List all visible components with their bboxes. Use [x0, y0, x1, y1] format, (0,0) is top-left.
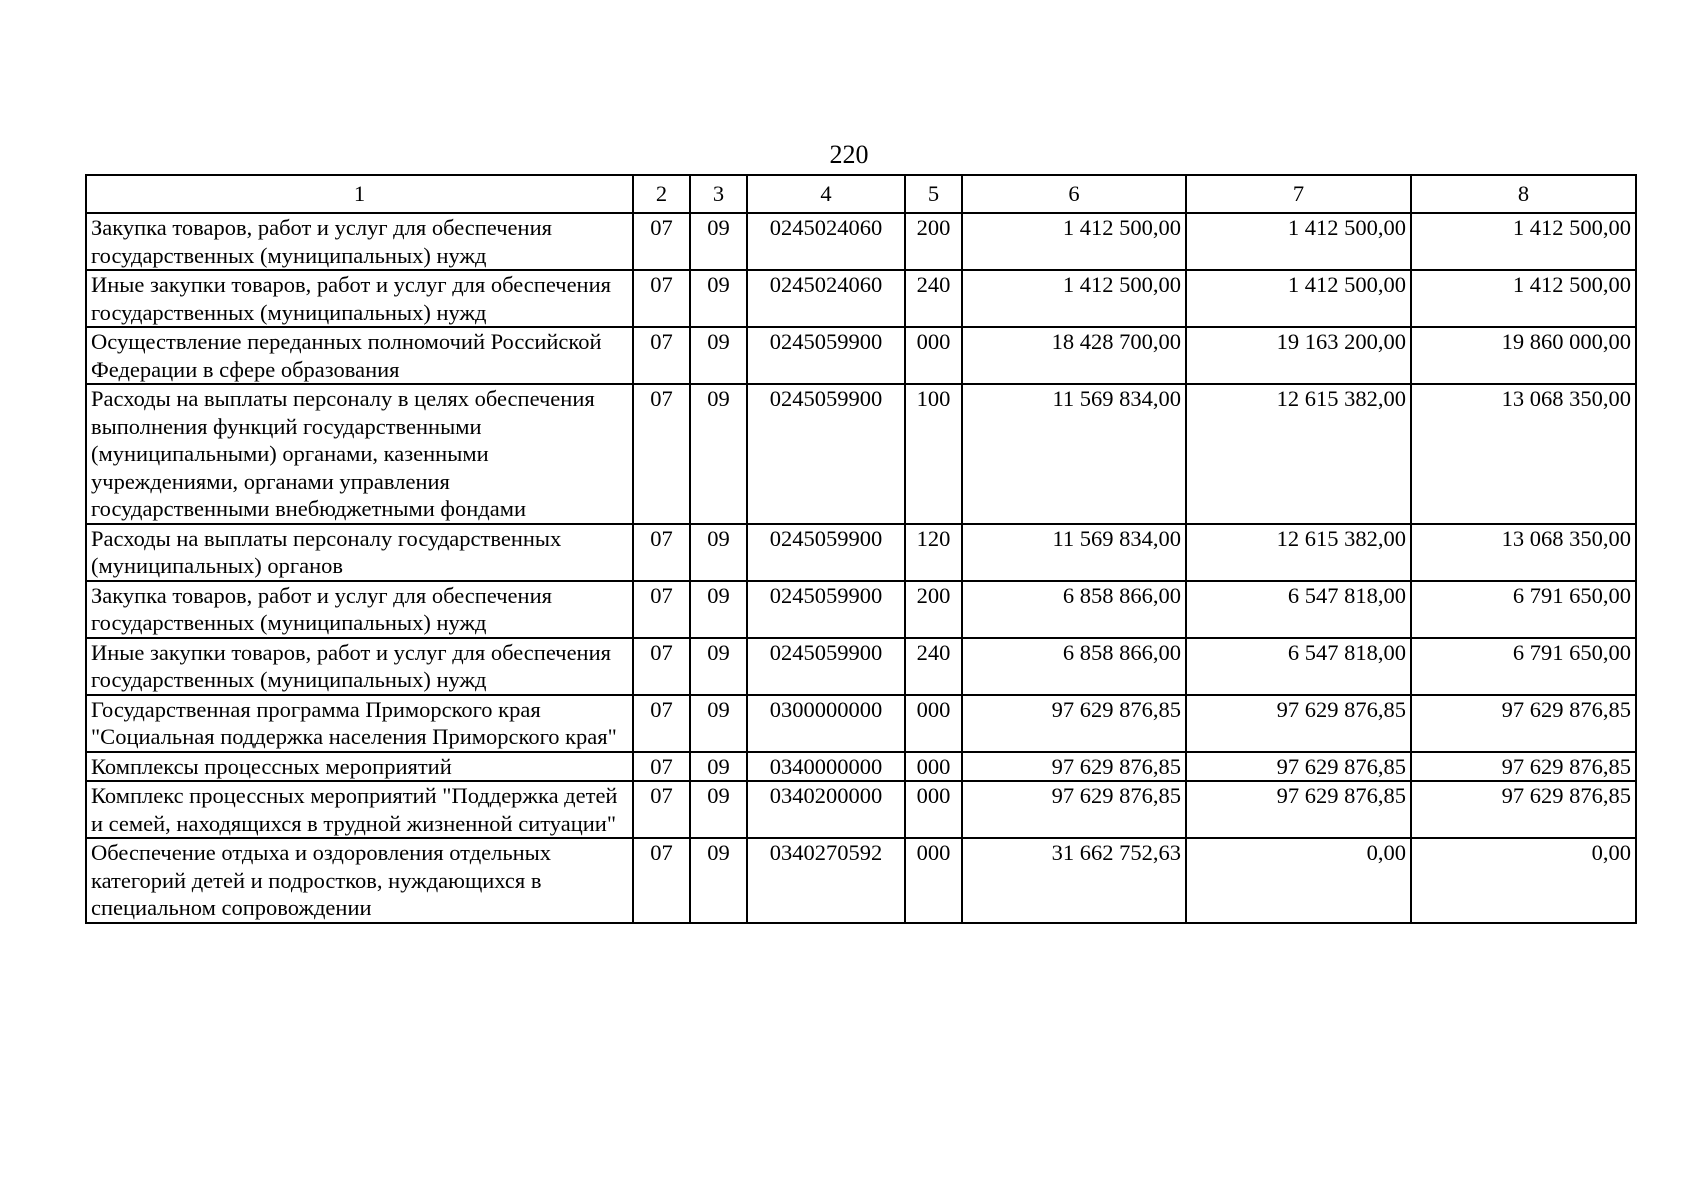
section-code: 07 [633, 213, 690, 270]
subsection-code: 09 [690, 581, 747, 638]
subsection-code: 09 [690, 384, 747, 524]
expense-type-code: 120 [905, 524, 962, 581]
amount-col-7: 1 412 500,00 [1186, 270, 1411, 327]
section-code: 07 [633, 524, 690, 581]
amount-col-8: 1 412 500,00 [1411, 213, 1636, 270]
expense-type-code: 240 [905, 638, 962, 695]
amount-col-8: 97 629 876,85 [1411, 695, 1636, 752]
budget-table [85, 174, 1637, 924]
expense-type-code: 000 [905, 752, 962, 782]
amount-col-6: 97 629 876,85 [962, 781, 1186, 838]
expense-type-code: 240 [905, 270, 962, 327]
table-row [86, 695, 1636, 752]
amount-col-7: 12 615 382,00 [1186, 524, 1411, 581]
table-row [86, 781, 1636, 838]
amount-col-8: 97 629 876,85 [1411, 781, 1636, 838]
amount-col-7: 97 629 876,85 [1186, 695, 1411, 752]
target-article-code: 0245059900 [747, 638, 905, 695]
section-code: 07 [633, 270, 690, 327]
amount-col-7: 97 629 876,85 [1186, 752, 1411, 782]
expense-name: Закупка товаров, работ и услуг для обеспечения государственных (муниципальных) нужд [86, 213, 633, 270]
expense-type-code: 200 [905, 213, 962, 270]
target-article-code: 0245024060 [747, 213, 905, 270]
subsection-code: 09 [690, 524, 747, 581]
amount-col-6: 18 428 700,00 [962, 327, 1186, 384]
amount-col-7: 97 629 876,85 [1186, 781, 1411, 838]
amount-col-8: 6 791 650,00 [1411, 581, 1636, 638]
expense-name: Обеспечение отдыха и оздоровления отдельных категорий детей и подростков, нуждающихся в специальном сопровождении [86, 838, 633, 923]
amount-col-6: 1 412 500,00 [962, 213, 1186, 270]
section-code: 07 [633, 838, 690, 923]
target-article-code: 0245059900 [747, 384, 905, 524]
header-col-2: 2 [633, 175, 690, 213]
section-code: 07 [633, 581, 690, 638]
amount-col-6: 97 629 876,85 [962, 695, 1186, 752]
expense-type-code: 200 [905, 581, 962, 638]
expense-name: Закупка товаров, работ и услуг для обеспечения государственных (муниципальных) нужд [86, 581, 633, 638]
amount-col-8: 6 791 650,00 [1411, 638, 1636, 695]
table-row [86, 213, 1636, 270]
expense-type-code: 000 [905, 781, 962, 838]
page-number: 220 [829, 140, 869, 169]
amount-col-6: 6 858 866,00 [962, 638, 1186, 695]
amount-col-8: 13 068 350,00 [1411, 384, 1636, 524]
amount-col-7: 1 412 500,00 [1186, 213, 1411, 270]
amount-col-8: 13 068 350,00 [1411, 524, 1636, 581]
target-article-code: 0245059900 [747, 327, 905, 384]
amount-col-8: 0,00 [1411, 838, 1636, 923]
amount-col-7: 0,00 [1186, 838, 1411, 923]
subsection-code: 09 [690, 781, 747, 838]
amount-col-7: 6 547 818,00 [1186, 638, 1411, 695]
expense-name: Осуществление переданных полномочий Российской Федерации в сфере образования [86, 327, 633, 384]
table-row [86, 838, 1636, 923]
table-row [86, 638, 1636, 695]
table-row [86, 581, 1636, 638]
table-row [86, 752, 1636, 782]
subsection-code: 09 [690, 752, 747, 782]
subsection-code: 09 [690, 695, 747, 752]
amount-col-8: 97 629 876,85 [1411, 752, 1636, 782]
target-article-code: 0340270592 [747, 838, 905, 923]
subsection-code: 09 [690, 838, 747, 923]
section-code: 07 [633, 781, 690, 838]
amount-col-6: 1 412 500,00 [962, 270, 1186, 327]
target-article-code: 0245024060 [747, 270, 905, 327]
target-article-code: 0245059900 [747, 581, 905, 638]
header-col-1: 1 [86, 175, 633, 213]
amount-col-6: 31 662 752,63 [962, 838, 1186, 923]
table-row [86, 270, 1636, 327]
expense-name: Государственная программа Приморского края "Социальная поддержка населения Приморского края" [86, 695, 633, 752]
amount-col-6: 11 569 834,00 [962, 524, 1186, 581]
section-code: 07 [633, 695, 690, 752]
section-code: 07 [633, 638, 690, 695]
section-code: 07 [633, 752, 690, 782]
target-article-code: 0340200000 [747, 781, 905, 838]
amount-col-8: 19 860 000,00 [1411, 327, 1636, 384]
amount-col-6: 97 629 876,85 [962, 752, 1186, 782]
expense-type-code: 100 [905, 384, 962, 524]
subsection-code: 09 [690, 270, 747, 327]
section-code: 07 [633, 384, 690, 524]
amount-col-8: 1 412 500,00 [1411, 270, 1636, 327]
header-row [86, 175, 1636, 213]
expense-name: Расходы на выплаты персоналу в целях обеспечения выполнения функций государственными (муниципальными) органами, казенными учреждениями, органами управления государственными внебюджетными фондами [86, 384, 633, 524]
table-row [86, 384, 1636, 524]
expense-name: Комплексы процессных мероприятий [86, 752, 633, 782]
expense-name: Иные закупки товаров, работ и услуг для обеспечения государственных (муниципальных) нужд [86, 270, 633, 327]
expense-type-code: 000 [905, 838, 962, 923]
target-article-code: 0245059900 [747, 524, 905, 581]
amount-col-7: 12 615 382,00 [1186, 384, 1411, 524]
table-row [86, 327, 1636, 384]
expense-name: Комплекс процессных мероприятий "Поддержка детей и семей, находящихся в трудной жизненной ситуации" [86, 781, 633, 838]
header-col-5: 5 [905, 175, 962, 213]
amount-col-7: 19 163 200,00 [1186, 327, 1411, 384]
header-col-3: 3 [690, 175, 747, 213]
target-article-code: 0300000000 [747, 695, 905, 752]
amount-col-6: 11 569 834,00 [962, 384, 1186, 524]
header-col-6: 6 [962, 175, 1186, 213]
expense-name: Иные закупки товаров, работ и услуг для обеспечения государственных (муниципальных) нужд [86, 638, 633, 695]
expense-type-code: 000 [905, 695, 962, 752]
table-row [86, 524, 1636, 581]
subsection-code: 09 [690, 327, 747, 384]
amount-col-7: 6 547 818,00 [1186, 581, 1411, 638]
section-code: 07 [633, 327, 690, 384]
amount-col-6: 6 858 866,00 [962, 581, 1186, 638]
header-col-8: 8 [1411, 175, 1636, 213]
target-article-code: 0340000000 [747, 752, 905, 782]
subsection-code: 09 [690, 213, 747, 270]
subsection-code: 09 [690, 638, 747, 695]
expense-type-code: 000 [905, 327, 962, 384]
header-col-7: 7 [1186, 175, 1411, 213]
expense-name: Расходы на выплаты персоналу государственных (муниципальных) органов [86, 524, 633, 581]
header-col-4: 4 [747, 175, 905, 213]
